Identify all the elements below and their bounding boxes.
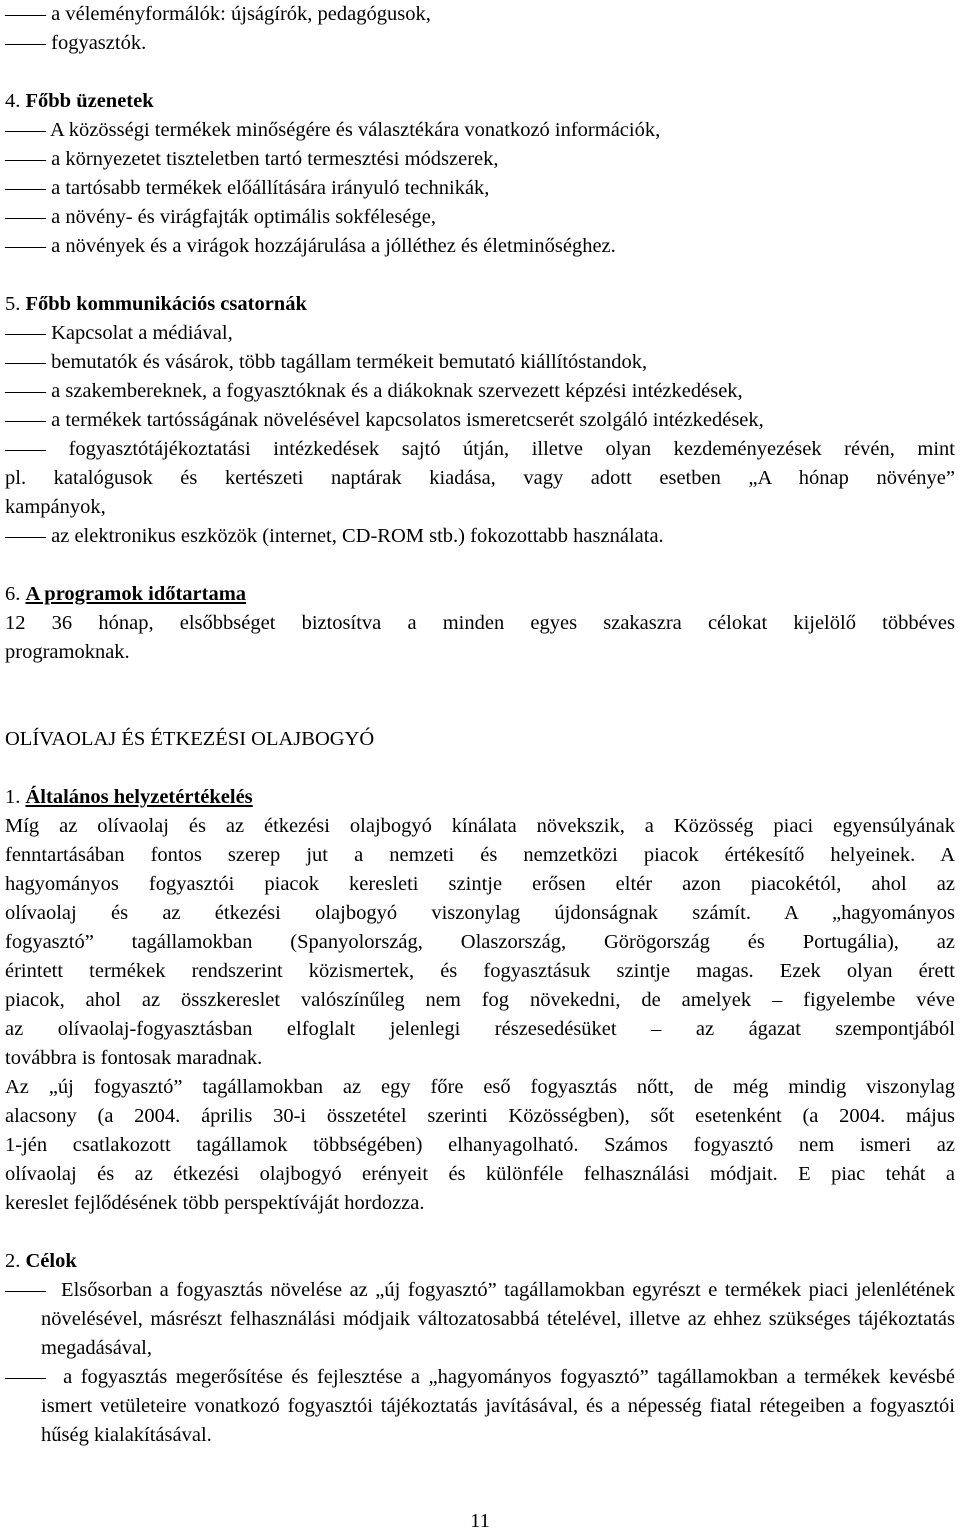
paragraph-line: 12 36 hónap, elsőbbséget biztosítva a minden egyes szakaszra célokat kijelölő többéves: [5, 612, 955, 634]
paragraph-line: fenntartásában fontos szerep jut a nemzeti és nemzetközi piacok értékesítő helyeinek. A: [5, 844, 955, 866]
section-title: A programok időtartama: [25, 583, 247, 605]
paragraph-line: programoknak.: [5, 641, 130, 663]
page-number: 11: [470, 1510, 490, 1532]
section-heading: 4. Főbb üzenetek: [5, 90, 154, 112]
section-title: Általános helyzetértékelés: [25, 786, 253, 808]
list-item: —— Elsősorban a fogyasztás növelése az „új fogyasztó” tagállamokban egyrészt e termékek piaci jelenlétének növelésével, másrészt felhasználási módjaik változatosabbá tételével, illetve az ehhez szükséges tájékoztatás megadásával,: [5, 1279, 955, 1359]
section-heading: 5. Főbb kommunikációs csatornák: [5, 293, 307, 315]
list-item: —— fogyasztótájékoztatási intézkedések sajtó útján, illetve olyan kezdeményezések révén, mint: [5, 438, 955, 460]
list-item: —— a tartósabb termékek előállítására irányuló technikák,: [5, 177, 490, 199]
paragraph-line: 1-jén csatlakozott tagállamok többségében) elhanyagolható. Számos fogyasztó nem ismeri az: [5, 1134, 955, 1156]
list-item: —— a szakembereknek, a fogyasztóknak és a diákoknak szervezett képzési intézkedések,: [5, 380, 743, 402]
paragraph-line: alacsony (a 2004. április 30-i összetétel szerinti Közösségben), sőt esetenként (a 2004. május: [5, 1105, 955, 1127]
list-item: —— a növény- és virágfajták optimális sokfélesége,: [5, 206, 436, 228]
list-item: —— az elektronikus eszközök (internet, CD-ROM stb.) fokozottabb használata.: [5, 525, 664, 547]
list-item: —— a termékek tartósságának növelésével kapcsolatos ismeretcserét szolgáló intézkedések,: [5, 409, 764, 431]
paragraph-line: az olívaolaj-fogyasztásban elfoglalt jelenlegi részesedésüket – az ágazat szempontjából: [5, 1018, 955, 1040]
section-title: Főbb kommunikációs csatornák: [25, 293, 307, 315]
list-item-continuation: kampányok,: [5, 496, 106, 518]
paragraph-line: Az „új fogyasztó” tagállamokban az egy főre eső fogyasztás nőtt, de még mindig viszonylag: [5, 1076, 955, 1098]
paragraph-line: kereslet fejlődésének több perspektíváját hordozza.: [5, 1192, 425, 1214]
paragraph-line: piacok, ahol az összkereslet valószínűleg nem fog növekedni, de amelyek – figyelembe véve: [5, 989, 955, 1011]
chapter-heading: OLÍVAOLAJ ÉS ÉTKEZÉSI OLAJBOGYÓ: [5, 728, 375, 750]
paragraph-line: érintett termékek rendszerint közismertek, és fogyasztásuk szintje magas. Ezek olyan érett: [5, 960, 955, 982]
list-item: —— bemutatók és vásárok, több tagállam termékeit bemutató kiállítóstandok,: [5, 351, 648, 373]
list-item: —— a környezetet tiszteletben tartó termesztési módszerek,: [5, 148, 499, 170]
list-item: —— Kapcsolat a médiával,: [5, 322, 233, 344]
section-title: Főbb üzenetek: [25, 90, 154, 112]
paragraph-line: olívaolaj és az étkezési olajbogyó erényeit és különféle felhasználási módjait. E piac tehát a: [5, 1163, 955, 1185]
list-item: —— a növények és a virágok hozzájárulása a jólléthez és életminőséghez.: [5, 235, 616, 257]
section-heading: 1. Általános helyzetértékelés: [5, 786, 253, 808]
section-heading: 2. Célok: [5, 1250, 77, 1272]
paragraph-line: fogyasztó” tagállamokban (Spanyolország, Olaszország, Görögország és Portugália), az: [5, 931, 955, 953]
document-page: [5, 0, 955, 1450]
list-item-continuation: pl. katalógusok és kertészeti naptárak kiadása, vagy adott esetben „A hónap növénye”: [5, 467, 955, 489]
section-title: Célok: [25, 1250, 77, 1272]
section-heading: 6. A programok időtartama: [5, 583, 247, 605]
paragraph-line: Míg az olívaolaj és az étkezési olajbogyó kínálata növekszik, a Közösség piaci egyensúlyának: [5, 815, 955, 837]
paragraph-line: olívaolaj és az étkezési olajbogyó viszonylag újdonságnak számít. A „hagyományos: [5, 902, 955, 924]
paragraph-line: továbbra is fontosak maradnak.: [5, 1047, 263, 1069]
list-item: —— a fogyasztás megerősítése és fejlesztése a „hagyományos fogyasztó” tagállamokban a termékek kevésbé ismert vetületeire vonatkozó fogyasztói tájékoztatás javításával, és a népesség fiatal rétegeiben a fogyasztói hűség kialakításával.: [5, 1366, 955, 1446]
list-item: —— fogyasztók.: [5, 32, 147, 54]
list-item: —— a véleményformálók: újságírók, pedagógusok,: [5, 3, 431, 25]
list-item: —— A közösségi termékek minőségére és választékára vonatkozó információk,: [5, 119, 661, 141]
paragraph-line: hagyományos fogyasztói piacok keresleti szintje erősen eltér azon piacokétól, ahol az: [5, 873, 955, 895]
